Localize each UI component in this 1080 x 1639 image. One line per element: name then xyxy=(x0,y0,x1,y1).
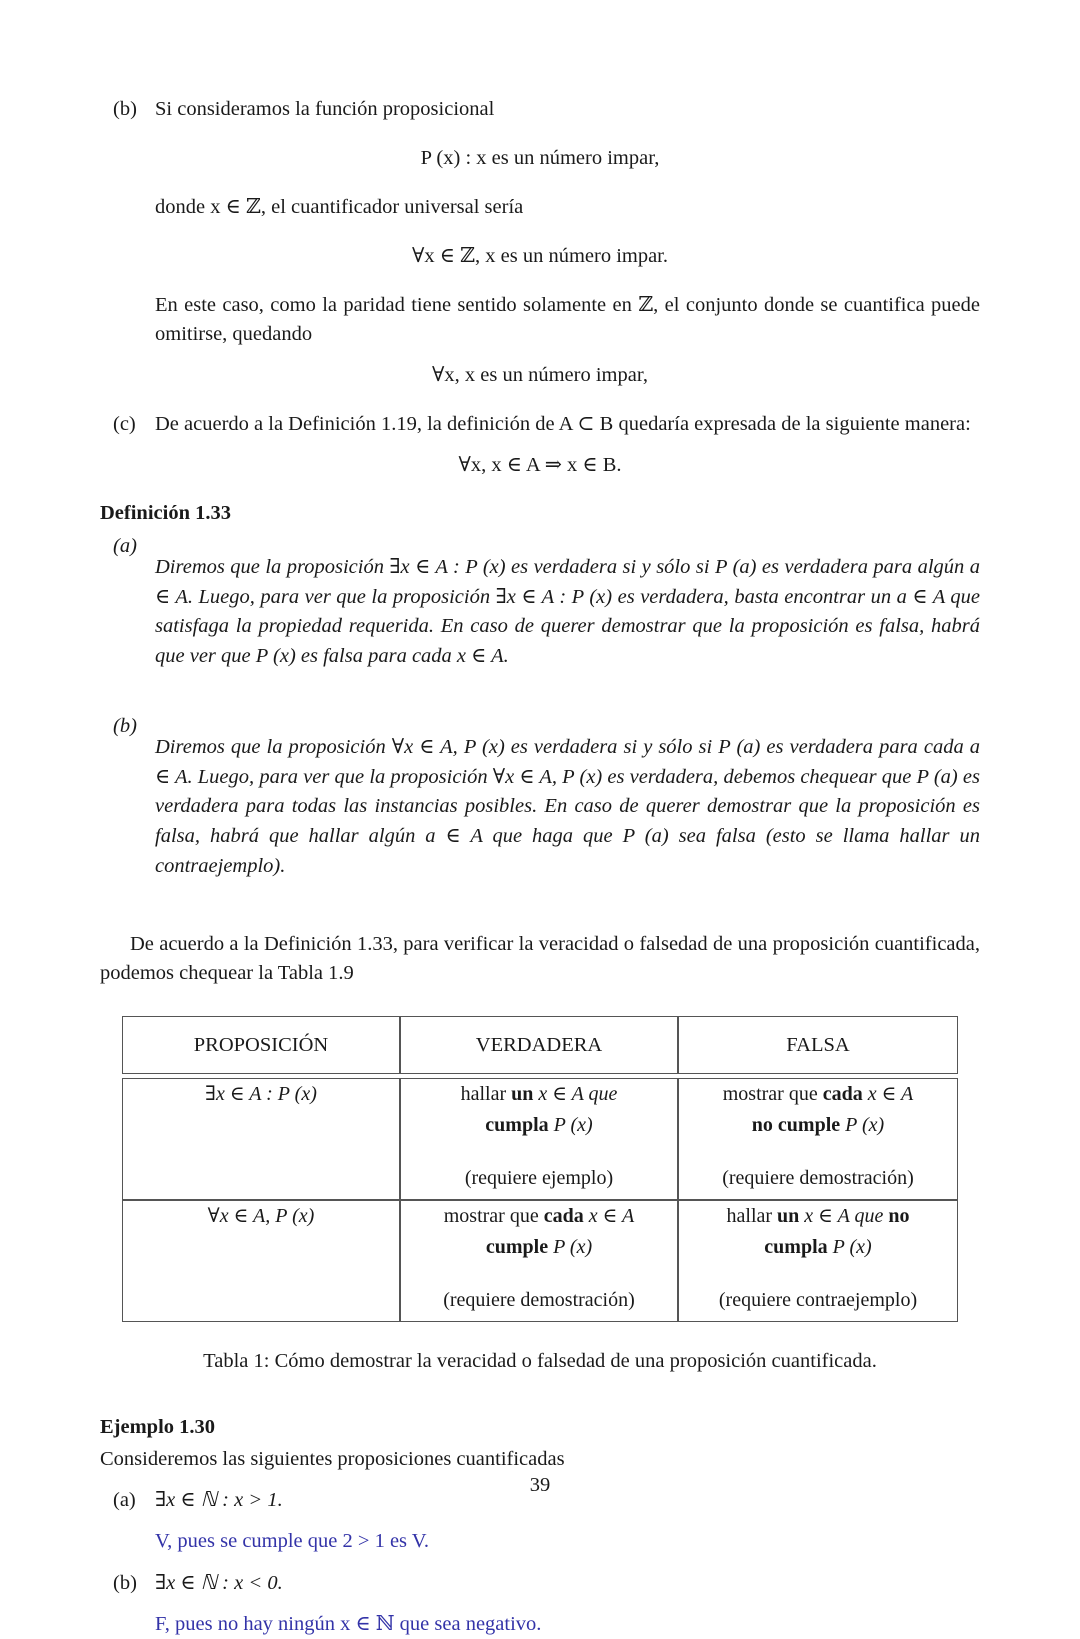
cell-verdadera-forall xyxy=(400,1200,678,1322)
list-item-label: (c) xyxy=(113,412,136,435)
tabla-proposiciones-body xyxy=(122,1078,958,1322)
cell-line-2 xyxy=(401,1232,677,1263)
list-item-label: (b) xyxy=(113,1571,137,1594)
paragraph-donde: donde x ∈ ℤ, el cuantificador universal sería xyxy=(155,195,524,218)
list-item-body xyxy=(155,410,980,439)
text-bold: un xyxy=(511,1083,534,1106)
table-row xyxy=(122,1200,958,1322)
equation-px-impar: P (x) : x es un número impar, xyxy=(420,147,660,170)
text-pre: hallar xyxy=(726,1205,778,1228)
paragraph-intro-b: Si consideramos la función proposicional xyxy=(155,98,495,120)
text-math: x ∈ A xyxy=(862,1083,914,1106)
list-item-body xyxy=(155,291,980,349)
text-bold: cumpla xyxy=(764,1236,828,1259)
text-pre: mostrar que xyxy=(722,1083,823,1106)
ejemplo-statement-b: ∃x ∈ ℕ : x < 0. xyxy=(155,1571,283,1594)
list-item-label: (b) xyxy=(113,98,137,120)
list-item xyxy=(113,410,980,439)
equation-forall-x-impar: ∀x, x es un número impar, xyxy=(432,363,648,386)
tabla-caption: Tabla 1: Cómo demostrar la veracidad o falsedad de una proposición cuantificada. xyxy=(203,1350,877,1373)
ejemplo-heading: Ejemplo 1.30 xyxy=(100,1416,216,1439)
text-bold: cumpla xyxy=(485,1114,549,1137)
cell-line-1 xyxy=(679,1201,957,1232)
table-body xyxy=(122,1078,958,1322)
table-header-falsa: FALSA xyxy=(678,1016,958,1074)
definicion-item-b-text: Diremos que la proposición ∀x ∈ A, P (x) es verdadera si y sólo si P (a) es verdadera para cada a ∈ A. Luego, para ver que la proposición ∀x ∈ A, P (x) es verdadera, debemos chequear que P (a) es verdadera para todas las instancias posibles. En caso de querer demostrar que la proposición es falsa, habrá que hallar algún a ∈ A que haga que P (a) sea falsa (esto se llama hallar un contraejemplo). xyxy=(155,735,980,877)
cell-falsa-forall xyxy=(678,1200,958,1322)
text-math: x ∈ A que xyxy=(533,1083,618,1106)
text-math: P (x) xyxy=(840,1114,885,1137)
paragraph-definicion-119: De acuerdo a la Definición 1.19, la definición de A ⊂ B quedaría expresada de la siguiente manera: xyxy=(155,412,971,435)
table-head xyxy=(122,1016,958,1074)
tabla-proposiciones-wrapper xyxy=(122,1016,958,1322)
text-math: x ∈ A que xyxy=(799,1205,889,1228)
text-pre: mostrar que xyxy=(443,1205,544,1228)
text-bold: cada xyxy=(543,1205,584,1228)
text-math: P (x) xyxy=(548,1114,593,1137)
table-row xyxy=(122,1078,958,1200)
list-item-body xyxy=(155,712,980,902)
cell-line-1 xyxy=(679,1079,957,1110)
text-bold: no cumple xyxy=(751,1114,841,1137)
paragraph-en-este-caso: En este caso, como la paridad tiene sentido solamente en ℤ, el conjunto donde se cuantifica puede omitirse, quedando xyxy=(155,293,980,345)
text-bold: cumple xyxy=(485,1236,549,1259)
proposicion-formula: ∃x ∈ A : P (x) xyxy=(205,1083,317,1106)
list-item xyxy=(113,95,980,124)
cell-falsa-exists xyxy=(678,1078,958,1200)
page-number: 39 xyxy=(529,1474,551,1496)
list-item-label: (a) xyxy=(113,1489,136,1512)
cell-note: (requiere contraejemplo) xyxy=(718,1289,918,1312)
cell-line-2 xyxy=(401,1110,677,1141)
table-header-proposicion: PROPOSICIÓN xyxy=(122,1016,400,1074)
cell-line-2 xyxy=(679,1110,957,1141)
text-bold: un xyxy=(777,1205,800,1228)
proposicion-formula: ∀x ∈ A, P (x) xyxy=(207,1205,315,1228)
cell-line-1 xyxy=(401,1201,677,1232)
text-pre: hallar xyxy=(460,1083,512,1106)
cell-line-2 xyxy=(679,1232,957,1263)
definicion-heading: Definición 1.33 xyxy=(100,502,231,525)
ejemplo-statement-a: ∃x ∈ ℕ : x > 1. xyxy=(155,1489,283,1512)
list-item xyxy=(113,532,980,692)
ejemplo-answer-b: F, pues no hay ningún x ∈ ℕ que sea negativo. xyxy=(155,1612,542,1635)
text-math: P (x) xyxy=(827,1236,872,1259)
ejemplo-intro: Consideremos las siguientes proposiciones cuantificadas xyxy=(100,1448,565,1471)
equation-subset: ∀x, x ∈ A ⇒ x ∈ B. xyxy=(458,453,622,476)
list-item-label: (a) xyxy=(113,535,137,558)
text-bold-2: no xyxy=(888,1205,910,1228)
text-math: x ∈ A xyxy=(583,1205,635,1228)
cell-note: (requiere demostración) xyxy=(443,1289,635,1312)
cell-note: (requiere demostración) xyxy=(722,1167,914,1190)
list-item-body xyxy=(155,1569,980,1639)
equation-forall-z-impar: ∀x ∈ ℤ, x es un número impar. xyxy=(411,244,669,267)
list-item-label: (b) xyxy=(113,715,137,738)
ejemplo-answer-a: V, pues se cumple que 2 > 1 es V. xyxy=(155,1530,430,1553)
definicion-item-a-text: Diremos que la proposición ∃x ∈ A : P (x) es verdadera si y sólo si P (a) es verdadera para algún a ∈ A. Luego, para ver que la proposición ∃x ∈ A : P (x) es verdadera, basta encontrar un a ∈ A que satisfaga la propiedad requerida. En caso de querer demostrar que la proposición es falsa, habrá que ver que P (x) es falsa para cada x ∈ A. xyxy=(155,555,980,668)
list-item-body xyxy=(155,193,980,222)
list-item-continuation xyxy=(113,193,980,222)
list-item-body xyxy=(155,95,980,124)
text-math: P (x) xyxy=(548,1236,593,1259)
list-item xyxy=(113,712,980,902)
list-item-body xyxy=(155,532,980,692)
cell-proposicion-exists xyxy=(122,1078,400,1200)
cell-note: (requiere ejemplo) xyxy=(464,1167,614,1190)
list-item xyxy=(113,1569,980,1639)
tabla-proposiciones xyxy=(122,1016,958,1074)
cell-line-1 xyxy=(401,1079,677,1110)
cell-proposicion-forall xyxy=(122,1200,400,1322)
list-item-continuation xyxy=(113,291,980,349)
cell-verdadera-exists xyxy=(400,1078,678,1200)
table-header-row xyxy=(122,1016,958,1074)
table-header-verdadera: VERDADERA xyxy=(400,1016,678,1074)
text-bold: cada xyxy=(822,1083,863,1106)
paragraph-intro-tabla: De acuerdo a la Definición 1.33, para verificar la veracidad o falsedad de una proposición cuantificada, podemos chequear la Tabla 1.9 xyxy=(100,932,980,984)
